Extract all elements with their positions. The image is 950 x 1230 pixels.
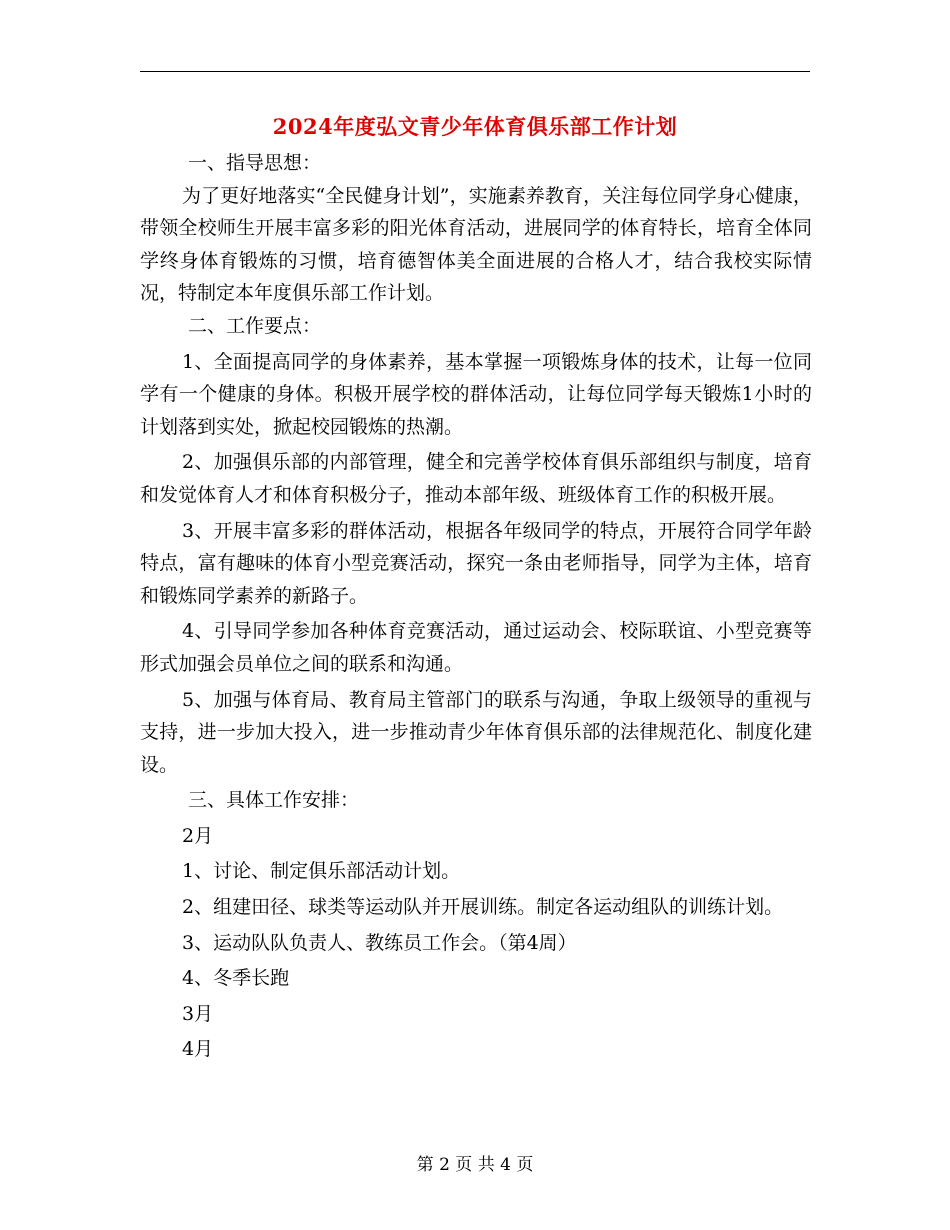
month-label-february: 2月 bbox=[182, 824, 214, 847]
section1-heading: 一、指导思想： bbox=[188, 152, 322, 174]
month-label-march: 3月 bbox=[182, 1002, 214, 1025]
point-item: 5、加强与体育局、教育局主管部门的联系与沟通，争取上级领导的重视与支持，进一步加大投入，进一步推动青少年体育俱乐部的法律规范化、制度化建设。 bbox=[140, 688, 812, 776]
header-rule bbox=[140, 71, 810, 72]
section1-paragraph: 为了更好地落实“全民健身计划”，实施素养教育，关注每位同学身心健康，带领全校师生开展丰富多彩的阳光体育活动，进展同学的体育特长，培育全体同学终身体育锻炼的习惯，培育德智体美全面进展的合格人才，结合我校实际情况，特制定本年度俱乐部工作计划。 bbox=[140, 184, 812, 305]
month-label-april: 4月 bbox=[182, 1038, 214, 1061]
document-body bbox=[140, 147, 812, 1066]
point-item: 4、引导同学参加各种体育竞赛活动，通过运动会、校际联谊、小型竞赛等形式加强会员单位之间的联系和沟通。 bbox=[140, 620, 812, 675]
section3-heading: 三、具体工作安排： bbox=[188, 789, 360, 812]
point-item: 1、全面提高同学的身体素养，基本掌握一项锻炼身体的技术，让每一位同学有一个健康的身体。积极开展学校的群体活动，让每位同学每天锻炼1小时的计划落到实处，掀起校园锻炼的热潮。 bbox=[140, 350, 812, 438]
section2-heading: 二、工作要点： bbox=[188, 314, 322, 337]
page-indicator: 第 2 页 共 4 页 bbox=[416, 1155, 534, 1175]
document-title: 2024年度弘文青少年体育俱乐部工作计划 bbox=[272, 114, 678, 139]
point-item: 3、开展丰富多彩的群体活动，根据各年级同学的特点，开展符合同学年龄特点，富有趣味的体育小型竞赛活动，探究一条由老师指导，同学为主体，培育和锻炼同学素养的新路子。 bbox=[140, 519, 812, 607]
schedule-item: 1、讨论、制定俱乐部活动计划。 bbox=[182, 860, 461, 883]
schedule-item: 4、冬季长跑 bbox=[182, 967, 290, 990]
point-item: 2、加强俱乐部的内部管理，健全和完善学校体育俱乐部组织与制度，培育和发觉体育人才和体育积极分子，推动本部年级、班级体育工作的积极开展。 bbox=[140, 451, 812, 506]
schedule-item: 3、运动队队负责人、教练员工作会。（第4周） bbox=[182, 931, 577, 954]
schedule-item: 2、组建田径、球类等运动队并开展训练。制定各运动组队的训练计划。 bbox=[182, 896, 784, 919]
